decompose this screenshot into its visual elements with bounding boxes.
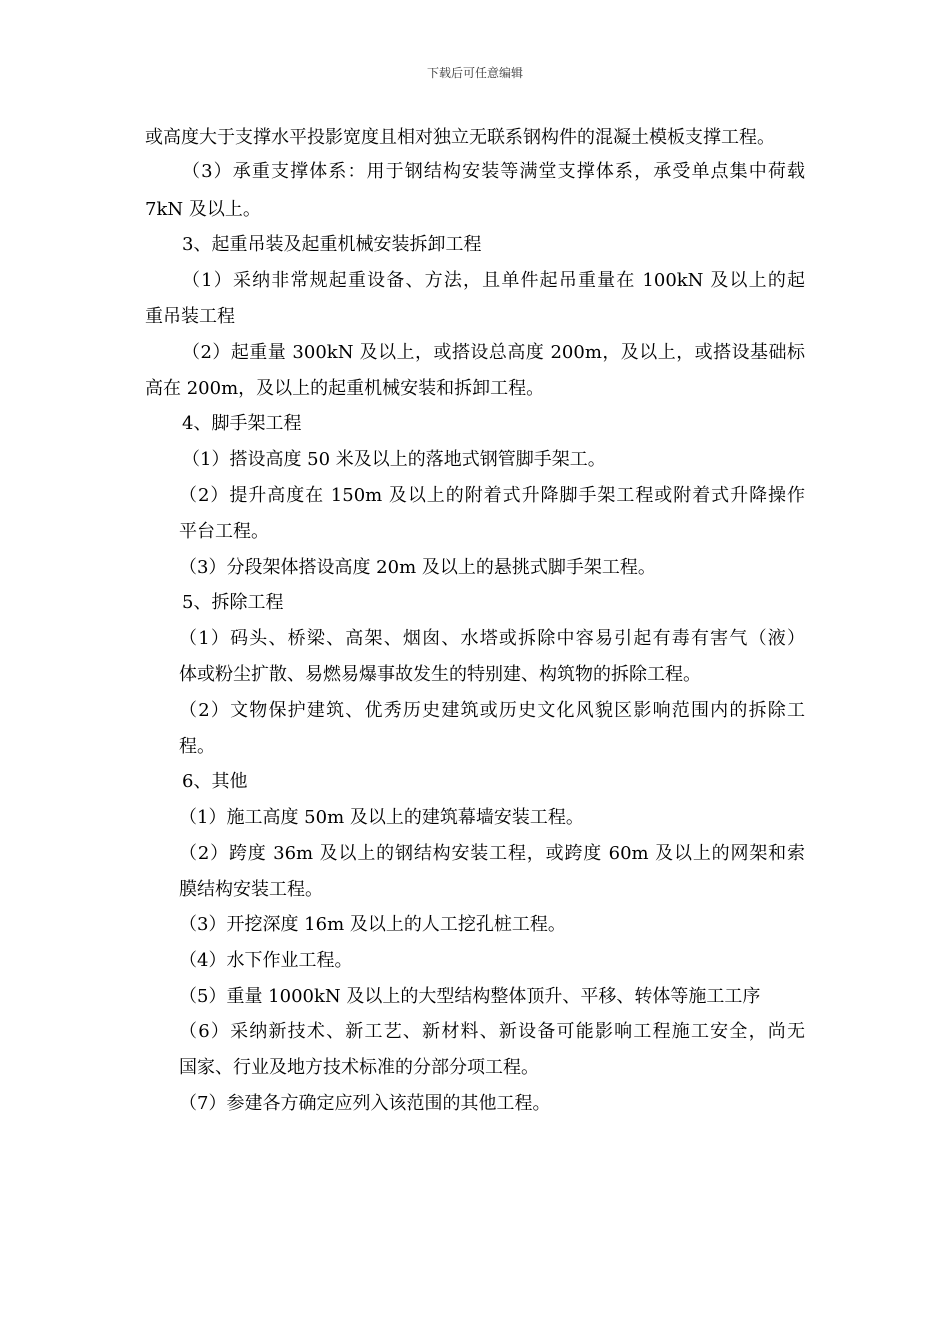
page-header: 下载后可任意编辑 [426, 66, 523, 80]
text-line: （3）承重支撑体系：用于钢结构安装等满堂支撑体系，承受单点集中荷载 [182, 161, 805, 182]
text-line: （6）采纳新技术、新工艺、新材料、新设备可能影响工程施工安全，尚无 [179, 1021, 805, 1042]
section-heading: 5、拆除工程 [182, 592, 284, 613]
text-line: 国家、行业及地方技术标准的分部分项工程。 [179, 1057, 539, 1078]
text-line: （1）采纳非常规起重设备、方法，且单件起吊重量在 100kN 及以上的起 [182, 270, 805, 291]
text-line: （2）提升高度在 150m 及以上的附着式升降脚手架工程或附着式升降操作 [179, 485, 805, 506]
text-line: 高在 200m，及以上的起重机械安装和拆卸工程。 [145, 378, 545, 399]
text-line: （7）参建各方确定应列入该范围的其他工程。 [179, 1093, 551, 1114]
text-line: （2）起重量 300kN 及以上，或搭设总高度 200m，及以上，或搭设基础标 [182, 342, 805, 363]
text-line: （1）搭设高度 50 米及以上的落地式钢管脚手架工。 [182, 449, 606, 470]
text-line: 重吊装工程 [145, 306, 235, 327]
text-line: 体或粉尘扩散、易燃易爆事故发生的特别建、构筑物的拆除工程。 [179, 664, 701, 685]
text-line: （5）重量 1000kN 及以上的大型结构整体顶升、平移、转体等施工工序 [179, 986, 761, 1007]
text-line: （4）水下作业工程。 [179, 950, 353, 971]
text-line: 或高度大于支撑水平投影宽度且相对独立无联系钢构件的混凝土模板支撑工程。 [145, 127, 775, 148]
text-line: 膜结构安装工程。 [179, 879, 323, 900]
section-heading: 3、起重吊装及起重机械安装拆卸工程 [182, 234, 482, 255]
text-line: 平台工程。 [179, 521, 269, 542]
text-line: （3）分段架体搭设高度 20m 及以上的悬挑式脚手架工程。 [179, 557, 656, 578]
text-line: （2）跨度 36m 及以上的钢结构安装工程，或跨度 60m 及以上的网架和索 [179, 843, 805, 864]
section-heading: 6、其他 [182, 771, 248, 792]
section-heading: 4、脚手架工程 [182, 413, 302, 434]
text-line: （1）施工高度 50m 及以上的建筑幕墙安装工程。 [179, 807, 584, 828]
text-line: 7kN 及以上。 [145, 199, 261, 220]
text-line: 程。 [179, 736, 215, 757]
text-line: （1）码头、桥梁、高架、烟囱、水塔或拆除中容易引起有毒有害气（液） [179, 628, 805, 649]
text-line: （3）开挖深度 16m 及以上的人工挖孔桩工程。 [179, 914, 566, 935]
text-line: （2）文物保护建筑、优秀历史建筑或历史文化风貌区影响范围内的拆除工 [179, 700, 805, 721]
